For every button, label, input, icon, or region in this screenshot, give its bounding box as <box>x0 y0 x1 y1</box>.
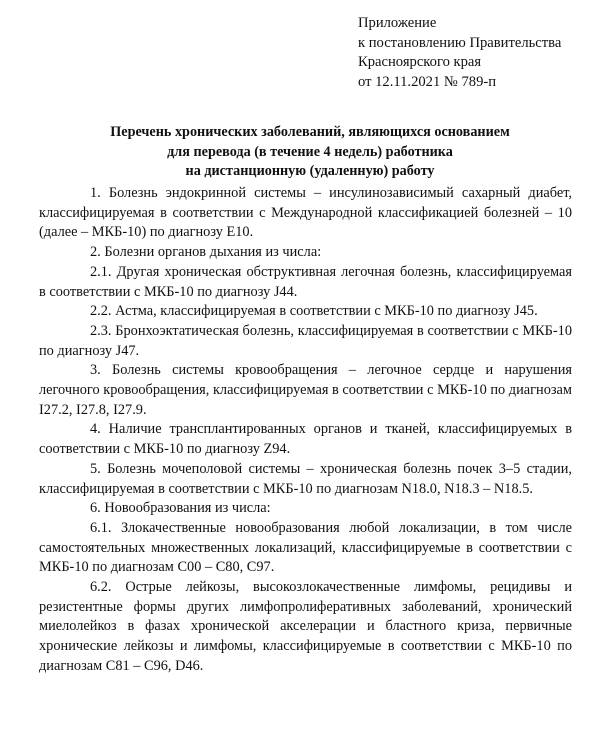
paragraph-item-3: 3. Болезнь системы кровообращения – легочное сердце и нарушения легочного кровообращения, классифицируемая в соответствии с МКБ-10 по диагнозам I27.2, I27.8, I27.9. <box>39 362 572 418</box>
appendix-line: от 12.11.2021 № 789-п <box>358 73 497 90</box>
paragraph-item-5: 5. Болезнь мочеполовой системы – хроническая болезнь почек 3–5 стадии, классифицируемая в соответствии с МКБ-10 по диагнозам N18.0, N18.3 – N18.5. <box>39 460 572 497</box>
paragraph-item-2: 2. Болезни органов дыхания из числа: <box>90 244 322 261</box>
paragraph-item-2-2: 2.2. Астма, классифицируемая в соответствии с МКБ-10 по диагнозу J45. <box>90 303 538 320</box>
title-line: Перечень хронических заболеваний, являющихся основанием <box>110 124 510 140</box>
paragraph-item-6: 6. Новообразования из числа: <box>90 500 271 517</box>
appendix-line: к постановлению Правительства <box>358 34 562 51</box>
paragraph-item-4: 4. Наличие трансплантированных органов и тканей, классифицируемых в соответствии с МКБ-10 по диагнозу Z94. <box>39 421 572 458</box>
appendix-note <box>358 14 561 92</box>
paragraph-item-2-1: 2.1. Другая хроническая обструктивная легочная болезнь, классифицируемая в соответствии с МКБ-10 по диагнозу J44. <box>39 263 572 300</box>
appendix-line: Приложение <box>358 15 437 31</box>
paragraph-item-6-1: 6.1. Злокачественные новообразования любой локализации, в том числе самостоятельных множественных локализаций, классифицируемые в соответствии с МКБ-10 по диагнозам C00 – C80, C97. <box>39 519 572 576</box>
appendix-line: Красноярского края <box>358 54 482 70</box>
title-line: для перевода (в течение 4 недель) работника <box>167 143 453 160</box>
document-title <box>40 123 580 182</box>
document-body <box>39 184 572 677</box>
paragraph-item-2-3: 2.3. Бронхоэктатическая болезнь, классифицируемая в соответствии с МКБ-10 по диагнозу J47. <box>39 322 572 359</box>
title-line: на дистанционную (удаленную) работу <box>185 163 435 179</box>
paragraph-item-1: 1. Болезнь эндокринной системы – инсулинозависимый сахарный диабет, классифицируемая в соответствии с Международной классификацией болезней – 10 (далее – МКБ-10) по диагнозу E10. <box>39 185 572 241</box>
paragraph-item-6-2: 6.2. Острые лейкозы, высокозлокачественные лимфомы, рецидивы и резистентные формы других лимфопролиферативных заболеваний, хронический миелолейкоз в фазах хронической акселерации и бластного криза, первичные хронические лейкозы и лимфомы, классифицируемые в соответствии с МКБ-10 по диагнозам C81 – C96, D46. <box>39 579 572 674</box>
